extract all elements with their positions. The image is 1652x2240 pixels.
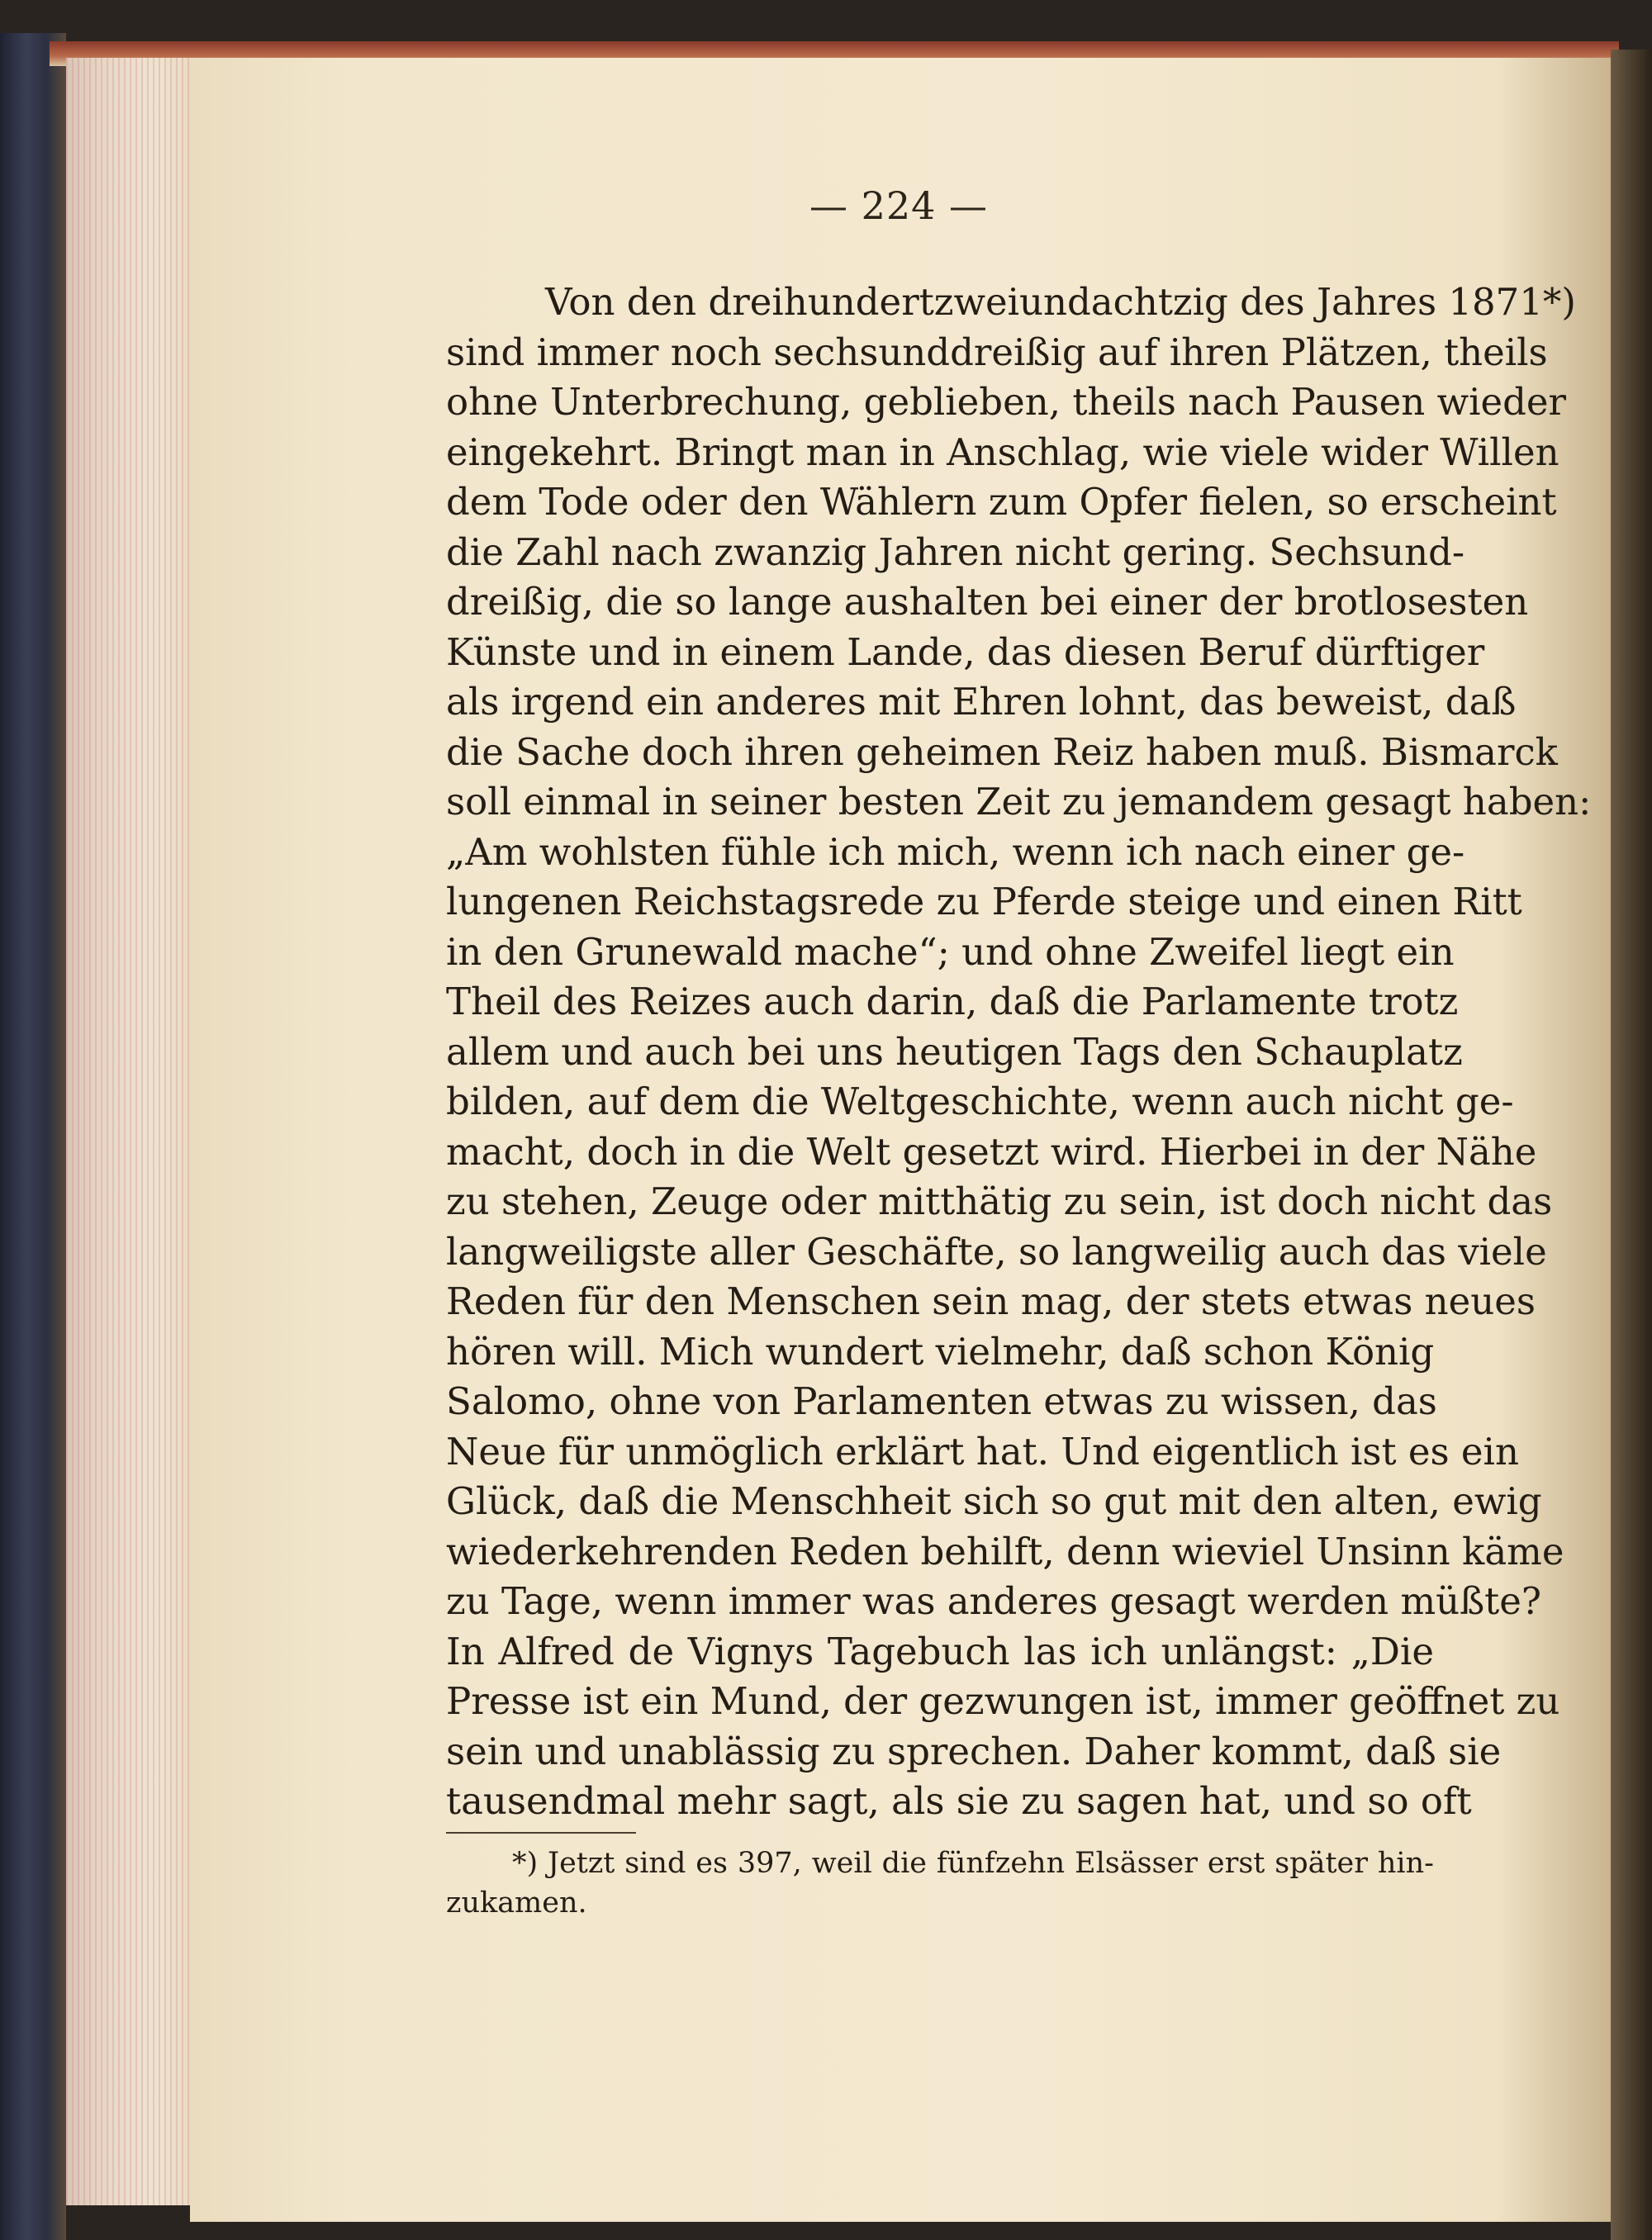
body-text <box>446 278 1592 1827</box>
text-line: Glück, daß die Menschheit sich so gut mit den alten, ewig <box>446 1479 1542 1523</box>
text-line: eingekehrt. Bringt man in Anschlag, wie viele wider Willen <box>446 429 1559 474</box>
text-line: wiederkehrenden Reden behilft, denn wieviel Unsinn käme <box>446 1529 1564 1573</box>
text-line: lungenen Reichstagsrede zu Pferde steige und einen Ritt <box>446 880 1522 923</box>
text-line: Salomo, ohne von Parlamenten etwas zu wissen, das <box>446 1379 1437 1423</box>
footnote-line: zukamen. <box>446 1886 587 1920</box>
text-line: Neue für unmöglich erklärt hat. Und eigentlich ist es ein <box>446 1429 1519 1474</box>
page-number: — 224 — <box>809 183 989 228</box>
text-line: tausendmal mehr sagt, als sie zu sagen hat, und so oft <box>446 1779 1472 1823</box>
text-line: soll einmal in seiner besten Zeit zu jemandem gesagt haben: <box>446 780 1592 823</box>
text-line: zu Tage, wenn immer was anderes gesagt werden müßte? <box>446 1579 1542 1623</box>
text-line: In Alfred de Vignys Tagebuch las ich unlängst: „Die <box>446 1629 1434 1673</box>
text-line: die Sache doch ihren geheimen Reiz haben muß. Bismarck <box>446 729 1558 774</box>
text-line: bilden, auf dem die Weltgeschichte, wenn auch nicht ge- <box>446 1080 1514 1123</box>
text-line: „Am wohlsten fühle ich mich, wenn ich nach einer ge- <box>446 829 1465 874</box>
footnote-divider <box>446 1832 636 1834</box>
marbled-page-edges <box>66 58 190 2205</box>
text-line: macht, doch in die Welt gesetzt wird. Hierbei in der Nähe <box>446 1129 1537 1174</box>
text-line: hören will. Mich wundert vielmehr, daß schon König <box>446 1329 1435 1374</box>
footnote-line: *) Jetzt sind es 397, weil die fünfzehn Elsässer erst später hin- <box>512 1847 1434 1880</box>
text-line: zu stehen, Zeuge oder mitthätig zu sein, ist doch nicht das <box>446 1179 1553 1223</box>
text-line: als irgend ein anderes mit Ehren lohnt, das beweist, daß <box>446 680 1517 724</box>
footnote <box>446 1844 1434 1923</box>
text-line: ohne Unterbrechung, geblieben, theils nach Pausen wieder <box>446 380 1567 424</box>
book-gutter-right <box>1611 50 1652 2240</box>
text-line: sind immer noch sechsunddreißig auf ihren Plätzen, theils <box>446 330 1548 374</box>
text-line: Reden für den Menschen sein mag, der stets etwas neues <box>446 1279 1536 1323</box>
text-line: Presse ist ein Mund, der gezwungen ist, immer geöffnet zu <box>446 1679 1560 1723</box>
text-line: Von den dreihundertzweiundachtzig des Jahres 1871*) <box>545 280 1576 324</box>
text-line: die Zahl nach zwanzig Jahren nicht gering. Sechsund- <box>446 529 1465 574</box>
text-line: Künste und in einem Lande, das diesen Beruf dürftiger <box>446 629 1485 674</box>
book-cover-left <box>0 33 66 2240</box>
text-line: dreißig, die so lange aushalten bei einer der brotlosesten <box>446 580 1529 624</box>
text-line: allem und auch bei uns heutigen Tags den Schauplatz <box>446 1029 1463 1074</box>
text-line: sein und unablässig zu sprechen. Daher kommt, daß sie <box>446 1729 1502 1773</box>
text-line: dem Tode oder den Wählern zum Opfer fielen, so erscheint <box>446 480 1557 524</box>
text-line: Theil des Reizes auch darin, daß die Parlamente trotz <box>446 980 1459 1023</box>
text-line: langweiligste aller Geschäfte, so langweilig auch das viele <box>446 1229 1547 1274</box>
text-line: in den Grunewald mache“; und ohne Zweifel liegt ein <box>446 929 1455 974</box>
